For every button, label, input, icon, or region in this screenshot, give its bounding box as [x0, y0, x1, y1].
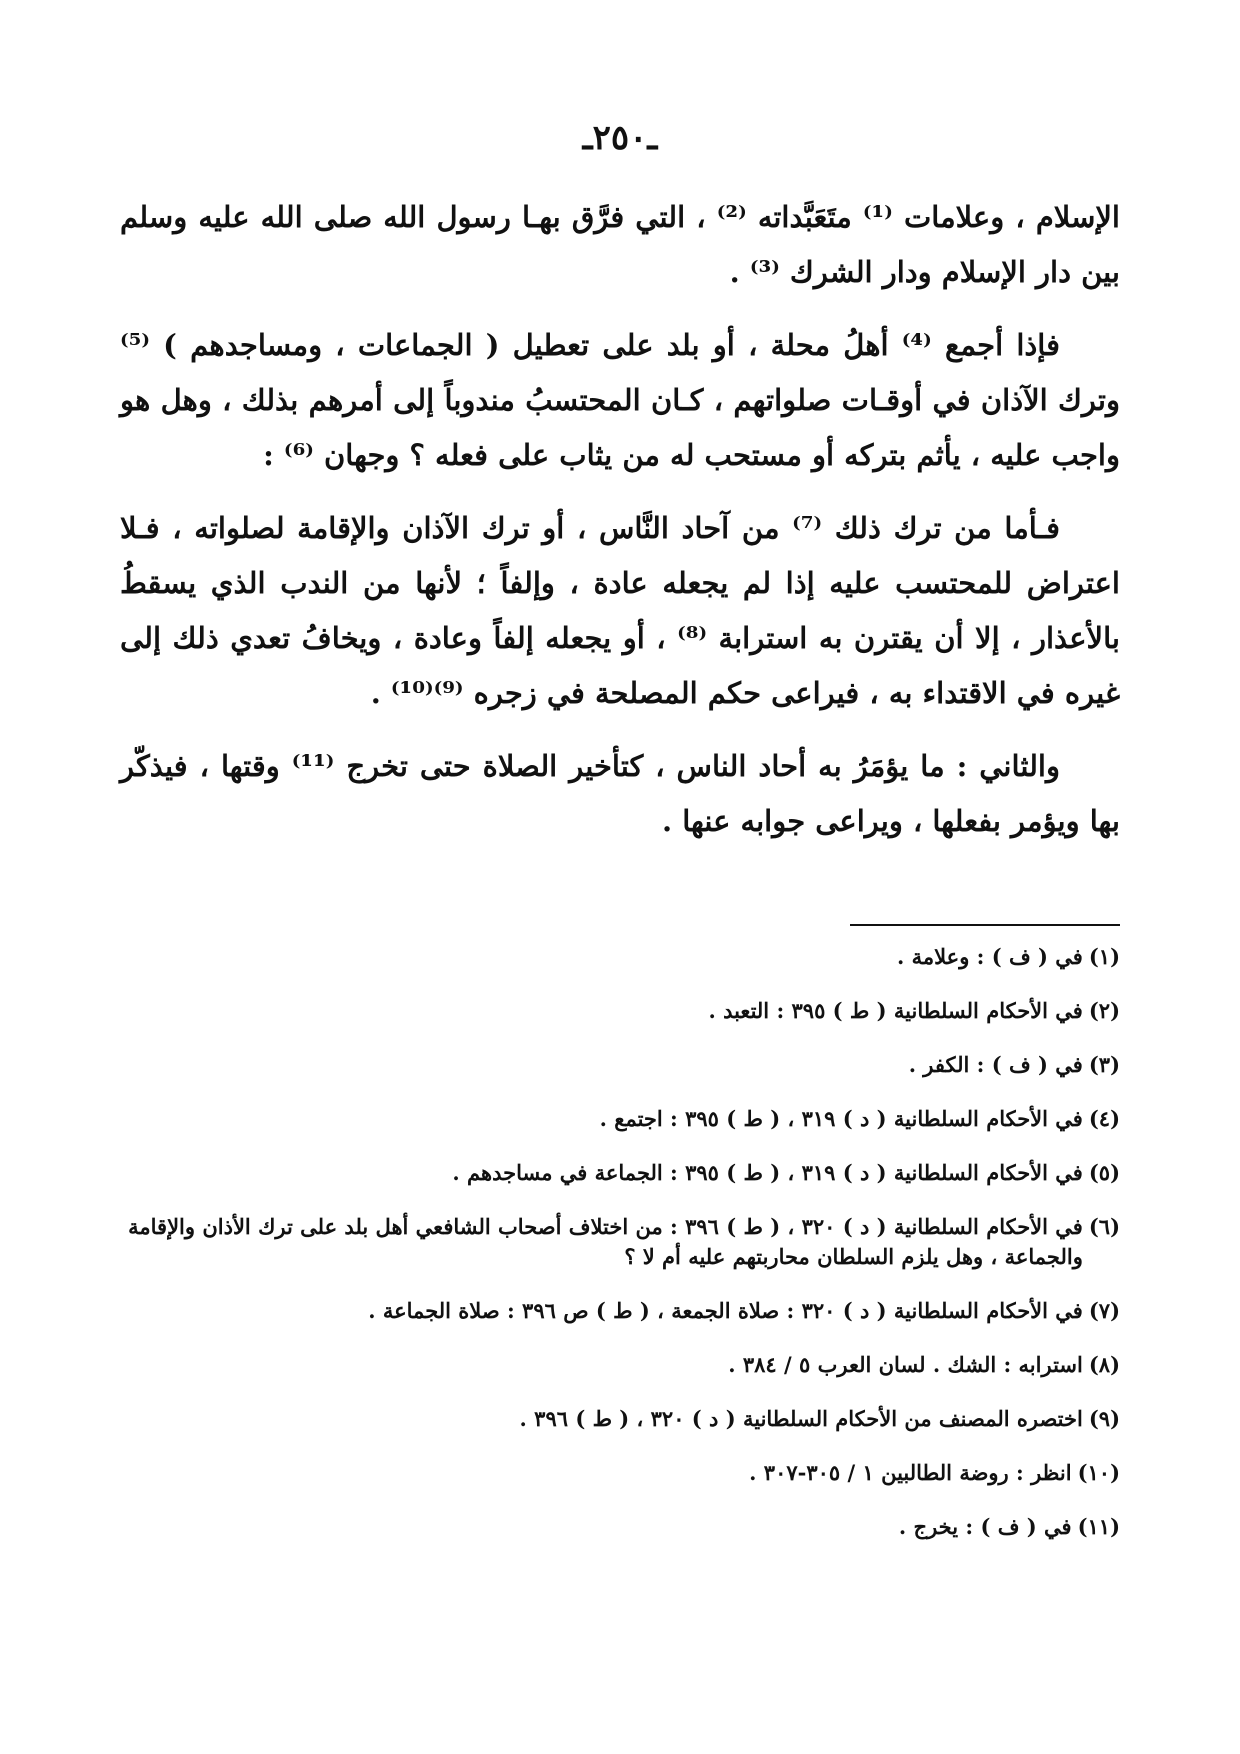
paragraph: والثاني : ما يؤمَرُ به أحاد الناس ، كتأخير الصلاة حتى تخرج ⁽¹¹⁾ وقتها ، فيذكّر بها ويؤمر بفعلها ، ويراعى جوابه عنها . [120, 749, 1120, 838]
paragraph: فإذا أجمع ⁽⁴⁾ أهلُ محلة ، أو بلد على تعطيل ( الجماعات ، ومساجدهم ) ⁽⁵⁾ وترك الآذان في أوقـات صلواتهم ، كـان المحتسبُ مندوباً إلى أمرهم بذلك ، وهل هو واجب عليه ، يأثم بتركه أو مستحب له من يثاب على فعله ؟ وجهان ⁽⁶⁾ : [120, 328, 1120, 472]
footnote [120, 1050, 1120, 1080]
page-number: ـ٢٥٠ـ [582, 118, 658, 158]
footnote-text: في ( ف ) : يخرج . [898, 1514, 1072, 1539]
paragraph: فـأما من ترك ذلك ⁽⁷⁾ من آحاد النَّاس ، أو ترك الآذان والإقامة لصلواته ، فـلا اعتراض للمحتسب عليه إذا لم يجعله عادة ، وإلفاً ؛ لأنها من الندب الذي يسقطُ بالأعذار ، إلا أن يقترن به استرابة ⁽⁸⁾ ، أو يجعله إلفاً وعادة ، ويخافُ تعدي ذلك إلى غيره في الاقتداء به ، فيراعى حكم المصلحة في زجره ⁽⁹⁾⁽¹⁰⁾ . [120, 511, 1120, 710]
footnote-text: في الأحكام السلطانية ( د ) ٣٢٠ ، ( ط ) ٣٩٦ : من اختلاف أصحاب الشافعي أهل بلد على ترك الأذان والإقامة والجماعة ، وهل يلزم السلطان محاربتهم عليه أم لا ؟ [128, 1214, 1083, 1269]
footnote [120, 942, 1120, 972]
footnote-text: استرابه : الشك . لسان العرب ٥ / ٣٨٤ . [728, 1352, 1083, 1377]
footnote-text: في ( ف ) : الكفر . [908, 1052, 1083, 1077]
footnotes [120, 942, 1120, 1566]
footnote [120, 1350, 1120, 1380]
footnote-number: (١) [1088, 944, 1120, 969]
footnote-number: (٤) [1088, 1106, 1120, 1131]
footnote [120, 1296, 1120, 1326]
footnote [120, 1458, 1120, 1488]
footnote-number: (٣) [1088, 1052, 1120, 1077]
main-text [120, 190, 1120, 867]
footnote-number: (٨) [1088, 1352, 1120, 1377]
paragraph: الإسلام ، وعلامات ⁽¹⁾ متَعَبَّداته ⁽²⁾ ، التي فرَّق بهـا رسول الله صلى الله عليه وسلم بين دار الإسلام ودار الشرك ⁽³⁾ . [120, 200, 1120, 289]
footnote-number: (٥) [1088, 1160, 1120, 1185]
footnote-number: (٢) [1088, 998, 1120, 1023]
footnote-text: في ( ف ) : وعلامة . [897, 944, 1083, 969]
footnote-separator [850, 924, 1120, 926]
footnote-number: (١١) [1077, 1514, 1120, 1539]
footnote-number: (١٠) [1077, 1460, 1120, 1485]
footnote-number: (٩) [1088, 1406, 1120, 1431]
footnote [120, 1404, 1120, 1434]
footnote-text: في الأحكام السلطانية ( ط ) ٣٩٥ : التعبد . [708, 998, 1083, 1023]
footnote-text: اختصره المصنف من الأحكام السلطانية ( د ) ٣٢٠ ، ( ط ) ٣٩٦ . [519, 1406, 1083, 1431]
footnote-text: انظر : روضة الطالبين ١ / ٣٠٥-٣٠٧ . [749, 1460, 1072, 1485]
footnote-text: في الأحكام السلطانية ( د ) ٣٢٠ : صلاة الجمعة ، ( ط ) ص ٣٩٦ : صلاة الجماعة . [368, 1298, 1083, 1323]
footnote-text: في الأحكام السلطانية ( د ) ٣١٩ ، ( ط ) ٣٩٥ : الجماعة في مساجدهم . [452, 1160, 1083, 1185]
footnote-number: (٦) [1088, 1214, 1120, 1239]
footnote [120, 1158, 1120, 1188]
footnote-number: (٧) [1088, 1298, 1120, 1323]
footnote [120, 1104, 1120, 1134]
footnote [120, 996, 1120, 1026]
footnote-text: في الأحكام السلطانية ( د ) ٣١٩ ، ( ط ) ٣٩٥ : اجتمع . [599, 1106, 1083, 1131]
footnote [120, 1512, 1120, 1542]
footnote [120, 1212, 1120, 1272]
